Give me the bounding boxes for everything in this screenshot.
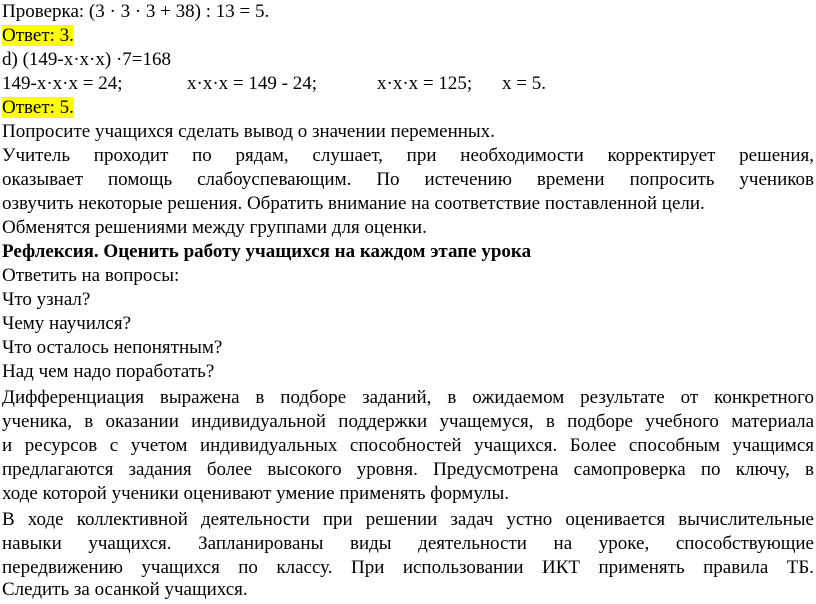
paragraph-line: Учитель проходит по рядам, слушает, при необходимости корректирует решения, bbox=[2, 145, 814, 166]
differentiation-line: и ресурсов с учетом индивидуальных способностей учащихся. Более способным учащимся bbox=[2, 435, 814, 456]
answer-line bbox=[2, 96, 816, 120]
differentiation-line: ученика, в оказании индивидуальной поддержки учащемуся, в подборе учебного материала bbox=[2, 411, 814, 432]
answer-highlight: Ответ: 5. bbox=[2, 97, 74, 118]
reflection-question: Что узнал? bbox=[2, 289, 91, 310]
assessment-line: В ходе коллективной деятельности при решении задач устно оценивается вычислительные bbox=[2, 509, 814, 530]
task-d-line bbox=[2, 48, 816, 72]
differentiation-line: предлагаются задания более высокого уровня. Предусмотрена самопроверка по ключу, в bbox=[2, 459, 814, 480]
task-equation: (149-x·x·x) ·7=168 bbox=[17, 49, 172, 70]
answer-line bbox=[2, 24, 816, 48]
answer-highlight: Ответ: 3. bbox=[2, 25, 74, 46]
assessment-line: навыки учащихся. Запланированы виды деятельности на уроке, способствующие bbox=[2, 533, 814, 554]
paragraph-line: оказывает помощь слабоуспевающим. По истечению времени попросить учеников bbox=[2, 169, 814, 190]
solution-step: 149-x·x·x = 24; bbox=[2, 73, 123, 94]
paragraph-line: Попросите учащихся сделать вывод о значении переменных. bbox=[2, 121, 495, 142]
solution-step: x·x·x = 125; bbox=[377, 73, 473, 94]
assessment-line: передвижению учащихся по классу. При использовании ИКТ применять правила ТБ. bbox=[2, 557, 814, 578]
reflection-question: Чему научился? bbox=[2, 313, 132, 334]
reflection-heading: Рефлексия. Оценить работу учащихся на каждом этапе урока bbox=[2, 241, 532, 262]
assessment-line: Следить за осанкой учащихся. bbox=[2, 579, 248, 600]
differentiation-line: Дифференциация выражена в подборе заданий, в ожидаемом результате от конкретного bbox=[2, 387, 814, 408]
reflection-question: Что осталось непонятным? bbox=[2, 337, 223, 358]
paragraph-line: Обменятся решениями между группами для оценки. bbox=[2, 217, 427, 238]
reflection-line: Ответить на вопросы: bbox=[2, 265, 180, 286]
differentiation-line: ходе которой ученики оценивают умение применять формулы. bbox=[2, 483, 509, 504]
reflection-question: Над чем надо поработать? bbox=[2, 361, 215, 382]
check-line: Проверка: (3 · 3 · 3 + 38) : 13 = 5. bbox=[2, 1, 270, 22]
solution-step: x·x·x = 149 - 24; bbox=[187, 73, 317, 94]
solution-step: x = 5. bbox=[502, 73, 546, 94]
solution-line bbox=[2, 72, 816, 96]
task-label: d) bbox=[2, 49, 18, 70]
paragraph-line: озвучить некоторые решения. Обратить внимание на соответствие поставленной цели. bbox=[2, 193, 705, 214]
